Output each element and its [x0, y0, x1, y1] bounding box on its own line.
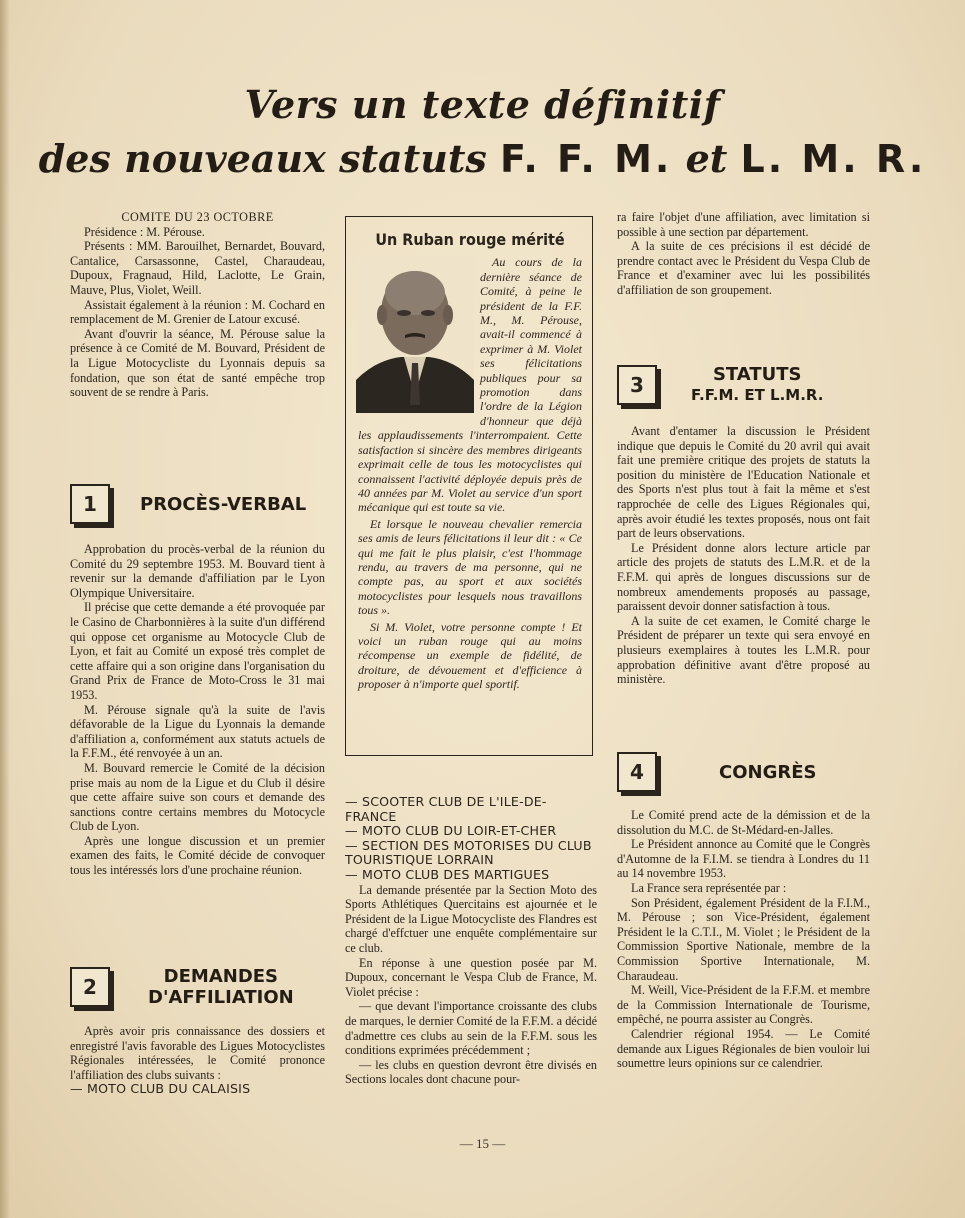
section-3-header	[617, 364, 823, 406]
paragraph: M. Weill, Vice-Président de la F.F.M. et membre de la Commission Internationale de Tourisme, empêché, ne pourra assister au Congrès.	[617, 983, 870, 1027]
section-title	[148, 966, 294, 1008]
section-title	[691, 364, 823, 406]
section-title: PROCÈS-VERBAL	[140, 493, 307, 515]
paragraph: En réponse à une question posée par M. Dupoux, concernant le Vespa Club de France, M. Violet précise :	[345, 955, 597, 999]
ribbon-article-box	[345, 216, 593, 756]
section-number-box: 4	[617, 752, 657, 792]
paragraph: — les clubs en question devront être divisés en Sections locales dont chacune pour-	[345, 1057, 597, 1087]
paragraph: M. Pérouse signale qu'à la suite de l'avis défavorable de la Ligue du Lyonnais la demande d'affiliation a, conformément aux statuts actuels de la F.F.M., été renvoyée à un an.	[70, 702, 325, 761]
paragraph: La demande présentée par la Section Moto des Sports Athlétiques Quercitains est ajournée et le Président de la Ligue Motocycliste des Flandres est chargé d'effctuer une enquête complémentaire sur ce club.	[345, 882, 597, 955]
section-4-body	[617, 808, 870, 1071]
section-title-line: DEMANDES	[163, 966, 279, 987]
paragraph: Après une longue discussion et un premier examen des faits, le Comité décide de convoquer tous les intéressés lors d'une prochaine réunion.	[70, 833, 325, 878]
box-paragraph: Et lorsque le nouveau chevalier remercia ses amis de leurs félicitations il leur dit : « Ce qui me fait le plus plaisir, c'est l'hommage rendu, au travers de ma personne, qui ne compte pas, au sport et aux sociétés motocyclistes pour lesquels nous travaillons tous ».	[358, 516, 582, 618]
paragraph: ra faire l'objet d'une affiliation, avec limitation si possible à une section par département.	[617, 210, 870, 239]
binding-shadow	[0, 0, 10, 1218]
paragraph: A la suite de cet examen, le Comité charge le Président de préparer un texte qui sera envoyé en plusieurs exemplaires à toutes les L.M.R. pour approbation définitive avant d'être proposé au ministère.	[617, 613, 870, 687]
page-number: — 15 —	[459, 1136, 506, 1151]
paragraph: Après avoir pris connaissance des dossiers et enregistré l'avis favorable des Ligues Motocyclistes Régionales intéressées, le Comité prononce l'affiliation des clubs suivants :	[70, 1024, 325, 1082]
headline-prefix: des nouveaux statuts	[38, 136, 487, 181]
column-left	[70, 210, 325, 400]
headline-ffm: F. F. M.	[500, 137, 673, 181]
box-paragraph: Si M. Violet, votre personne compte ! Et voici un ruban rouge qui au moins récompense un exemple de fidélité, de droiture, de dévouement et d'efficience à proposer à n'importe quel sportif.	[358, 619, 582, 692]
section-title: CONGRÈS	[719, 761, 817, 783]
meeting-heading: COMITE DU 23 OCTOBRE	[121, 210, 274, 224]
headline-line1: Vers un texte définitif	[244, 82, 721, 127]
headline-lmr: L. M. R.	[740, 137, 927, 181]
headline-line2	[0, 136, 965, 181]
paragraph: Il précise que cette demande a été provoquée par le Casino de Charbonnières à la suite d'un différend qui oppose cet organisme au Motocycle Club de Lyon, et fait au Comité un exposé très complet de cette affaire qui a son origine dans l'organisation du Grand Prix de France de Moto-Cross le 31 mai 1953.	[70, 600, 325, 702]
paragraph: Le Président donne alors lecture article par article des projets de statuts des L.M.R. et de la F.F.M. qui après de longues discussions sur de nombreux amendements proposés au passage, paraissent devoir donner satisfaction à tous.	[617, 540, 870, 614]
presidence-line: Présidence : M. Pérouse.	[84, 224, 205, 239]
section-title-line: STATUTS	[712, 364, 802, 385]
portrait-photo	[356, 255, 474, 413]
intro-paragraph: Avant d'ouvrir la séance, M. Pérouse salue la présence à ce Comité de M. Bouvard, Président de la Ligue Motocycliste du Lyonnais depuis sa fondation, que son état de santé empêche trop souvent de se rendre à Paris.	[70, 326, 325, 400]
column-middle-lower	[345, 795, 597, 1087]
paragraph: Le Comité prend acte de la démission et de la dissolution du M.C. de St-Médard-en-Jalles.	[617, 808, 870, 837]
paragraph: Avant d'entamer la discussion le Président indique que depuis le Comité du 20 avril qui avait fait une première critique des projets de statuts la position du ministère de l'Education Nationale et des Sports n'est plus tout à fait la même et s'est rapprochée de celle des Ligues Régionales qui, après avoir étudié les textes proposés, nous ont fait part de leurs observations.	[617, 424, 870, 541]
paragraph: Son Président, également Président de la F.I.M., M. Pérouse ; son Vice-Président, également Président le la C.T.I., M. Violet ; le Président de la Commission Sportive Nationale, membre de la Commission Sportive Internationale, M. Charaudeau.	[617, 895, 870, 983]
club-line: — MOTO CLUB DU LOIR-ET-CHER	[345, 823, 557, 839]
section-3-body	[617, 424, 870, 687]
club-line: — MOTO CLUB DU CALAISIS	[70, 1081, 251, 1097]
paragraph: A la suite de ces précisions il est décidé de prendre contact avec le Président du Vespa Club de France et d'examiner avec lui les possibilités d'affiliation de son groupement.	[617, 239, 870, 297]
paragraph: M. Bouvard remercie le Comité de la décision prise mais au nom de la Ligue et du Club il désire que cette affaire suive son cours et demande des sanctions contre certains membres du Motocycle Club de Lyon.	[70, 760, 325, 834]
section-title-line: F.F.M. ET L.M.R.	[691, 386, 824, 404]
section-number-box: 3	[617, 365, 657, 405]
paragraph: Le Président annonce au Comité que le Congrès d'Automne de la F.I.M. se tiendra à Londres du 11 au 14 novembre 1953.	[617, 837, 870, 881]
section-1-body	[70, 542, 325, 878]
paragraph: Approbation du procès-verbal de la réunion du Comité du 29 septembre 1953. M. Bouvard tient à revenir sur la demande d'affiliation par le Lyon Olympique Universitaire.	[70, 542, 325, 600]
section-title-line: D'AFFILIATION	[148, 987, 294, 1008]
column-right	[617, 210, 870, 298]
section-number-box: 2	[70, 967, 110, 1007]
assistait-paragraph: Assistait également à la réunion : M. Cochard en remplacement de M. Grenier de Latour excusé.	[70, 297, 325, 327]
paragraph: Calendrier régional 1954. — Le Comité demande aux Ligues Régionales de bien vouloir lui soumettre leurs opinions sur ce calendrier.	[617, 1026, 870, 1071]
box-paragraph: Au cours de la dernière séance de Comité, à peine le président de la F.F. M., M. Pérouse, avait-il commencé à exprimer à M. Violet ses félicitations publiques pour sa promotion dans l'ordre de la Légion d'honneur que déjà les applaudissements l'interrompaient. Cette satisfaction si sincère des membres dirigeants exprimait celle de tous les motocyclistes qui connaissent l'activité déployée depuis près de 40 années par M. Violet au service d'un sport mécanique qui est toute sa vie.	[358, 255, 582, 515]
paragraph: La France sera représentée par :	[631, 880, 787, 895]
section-2-header	[70, 966, 294, 1008]
section-4-header	[617, 752, 816, 792]
club-line: — SCOOTER CLUB DE L'ILE-DE-FRANCE	[345, 794, 547, 824]
section-1-header	[70, 484, 306, 524]
club-line: — MOTO CLUB DES MARTIGUES	[345, 866, 550, 882]
club-line: — SECTION DES MOTORISES DU CLUB TOURISTIQUE LORRAIN	[345, 837, 592, 868]
section-2-body	[70, 1024, 325, 1097]
paragraph: — que devant l'importance croissante des clubs de marques, le dernier Comité de la F.F.M. a décidé d'admettre ces clubs au sein de la F.F.M. sous les conditions exprimées précédemment ;	[345, 999, 597, 1058]
box-title: Un Ruban rouge mérité	[375, 230, 565, 249]
section-number-box: 1	[70, 484, 110, 524]
presents-paragraph: Présents : MM. Barouilhet, Bernardet, Bouvard, Cantalice, Carsassonne, Castel, Charaudeau, Dupoux, Fragnaud, Hild, Laclotte, Le Grain, Mauve, Plus, Violet, Weill.	[70, 239, 325, 297]
headline-et: et	[685, 136, 728, 181]
